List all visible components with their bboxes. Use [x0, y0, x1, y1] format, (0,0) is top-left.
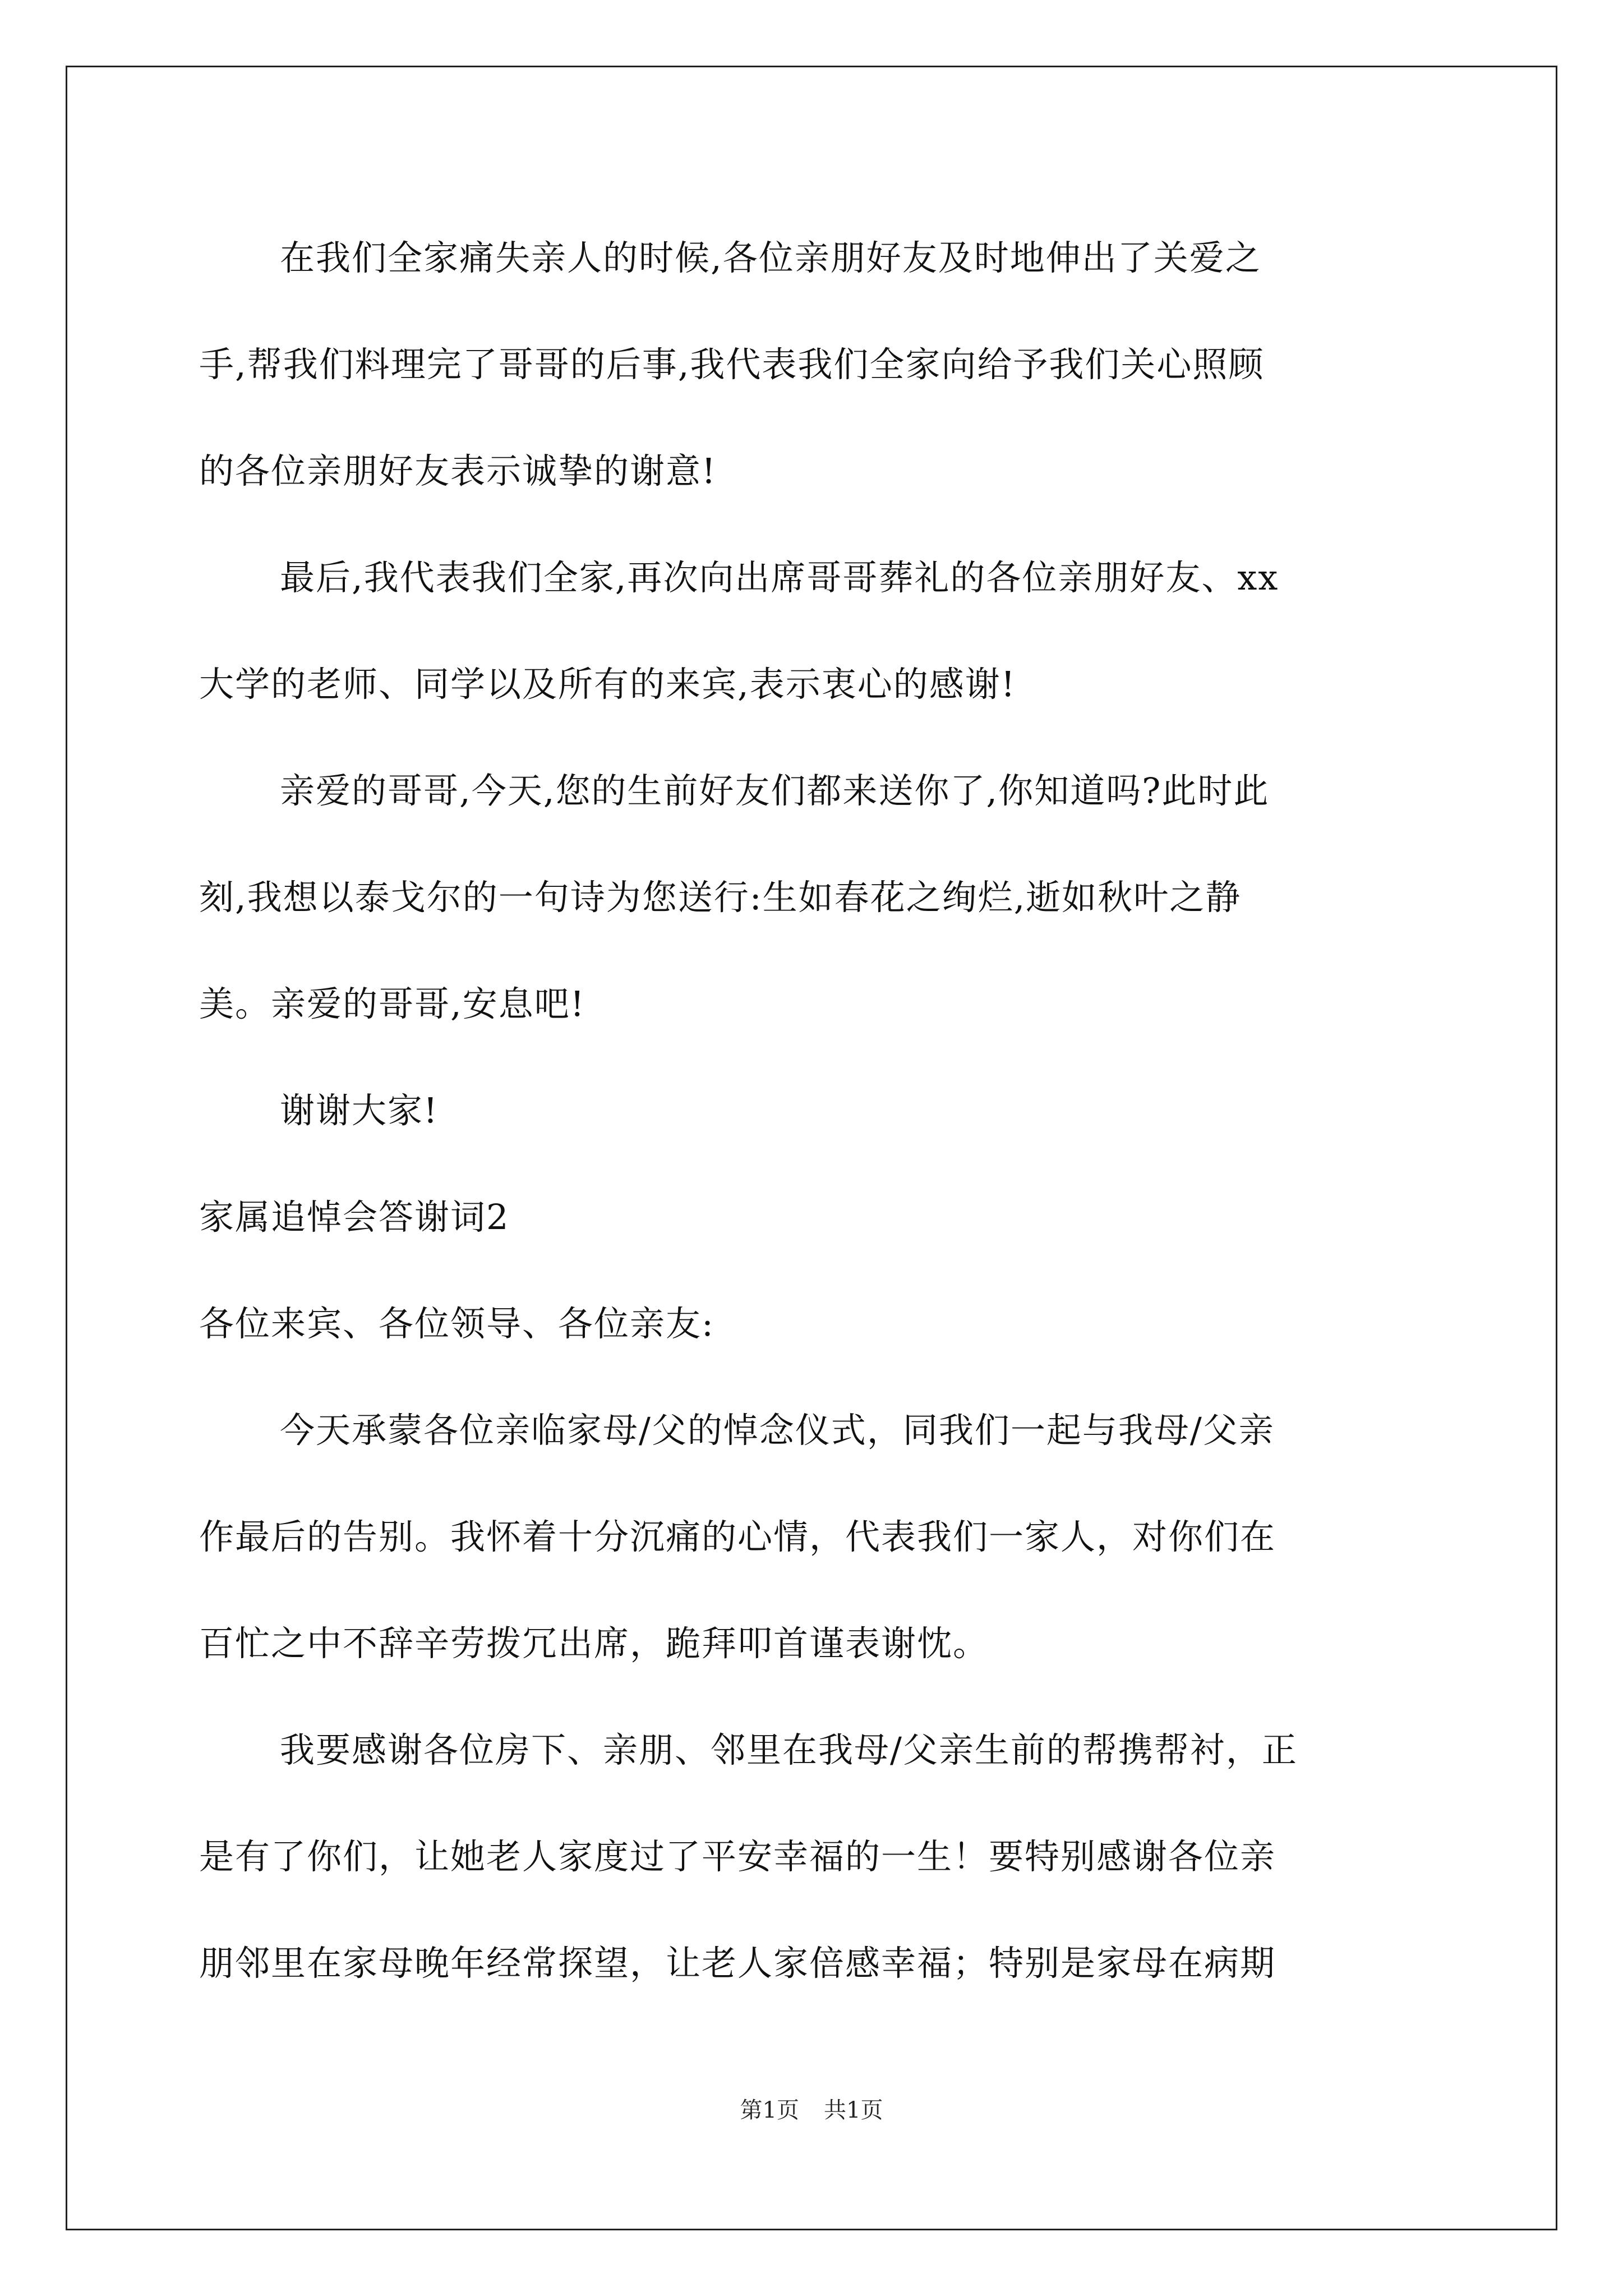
paragraph-line: 百忙之中不辞辛劳拨冗出席，跪拜叩首谨表谢忱。 [199, 1623, 989, 1664]
paragraph-line: 大学的老师、同学以及所有的来宾,表示衷心的感谢! [199, 664, 1016, 705]
paragraph-line: 美。亲爱的哥哥,安息吧! [199, 983, 585, 1024]
paragraph-line: 的各位亲朋好友表示诚挚的谢意! [199, 450, 717, 491]
page-total: 共1页 [824, 2097, 883, 2123]
paragraph-line: 朋邻里在家母晚年经常探望，让老人家倍感幸福；特别是家母在病期 [199, 1943, 1276, 1984]
paragraph-line: 作最后的告别。我怀着十分沉痛的心情，代表我们一家人，对你们在 [199, 1516, 1276, 1557]
paragraph-line: 亲爱的哥哥,今天,您的生前好友们都来送你了,你知道吗?此时此 [280, 770, 1270, 811]
paragraph-line: 今天承蒙各位亲临家母/父的悼念仪式，同我们一起与我母/父亲 [280, 1410, 1275, 1451]
paragraph-line: 最后,我代表我们全家,再次向出席哥哥葬礼的各位亲朋好友、xx [280, 557, 1279, 598]
paragraph-line: 刻,我想以泰戈尔的一句诗为您送行:生如春花之绚烂,逝如秋叶之静 [199, 877, 1242, 918]
paragraph-line: 是有了你们，让她老人家度过了平安幸福的一生！要特别感谢各位亲 [199, 1836, 1276, 1877]
section-heading: 家属追悼会答谢词2 [199, 1197, 510, 1237]
salutation: 各位来宾、各位领导、各位亲友: [199, 1303, 714, 1344]
page-number: 第1页 [740, 2097, 799, 2123]
page-footer [0, 2093, 1623, 2127]
paragraph-line: 手,帮我们料理完了哥哥的后事,我代表我们全家向给予我们关心照顾 [199, 344, 1265, 385]
paragraph-line: 我要感谢各位房下、亲朋、邻里在我母/父亲生前的帮携帮衬，正 [280, 1729, 1298, 1770]
closing-line: 谢谢大家! [280, 1090, 439, 1131]
paragraph-line: 在我们全家痛失亲人的时候,各位亲朋好友及时地伸出了关爱之 [280, 237, 1261, 278]
